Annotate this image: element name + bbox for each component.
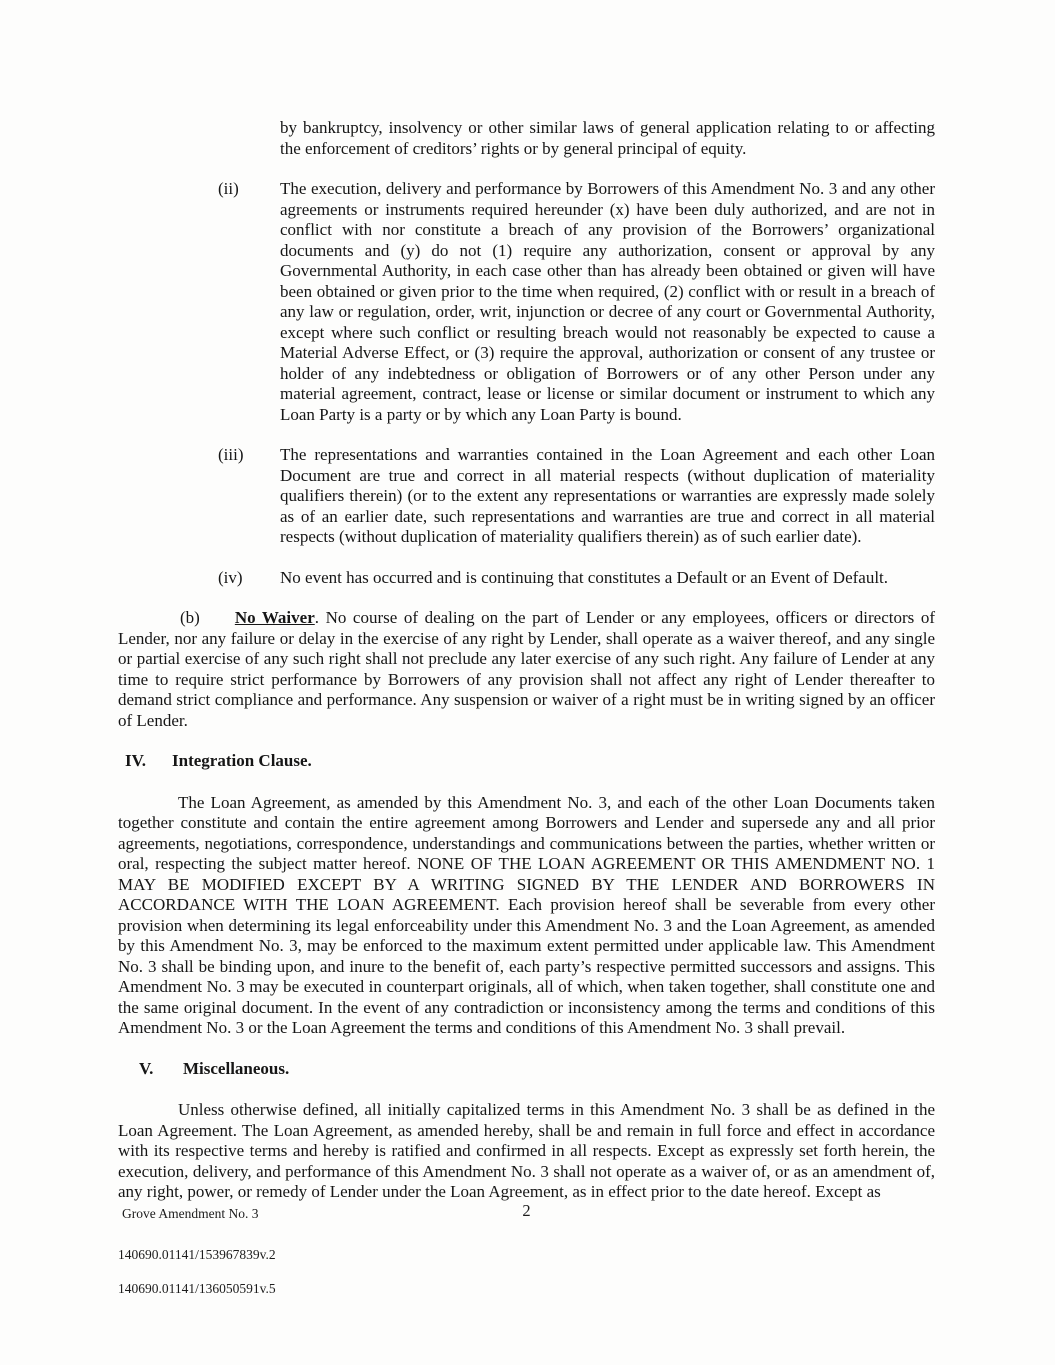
no-waiver-text: . No course of dealing on the part of Lender or any employees, officers or directors of Lender, nor any failure or delay in the exercise of any right by Lender, shall operate as a waiver thereof, and any single or partial exercise of any such right shall not preclude any later exercise of any such right. Any failure of Lender at any time to require strict performance by Borrowers of any provision shall not affect any right of Lender thereafter to demand strict compliance and performance. Any suspension or waiver of a right must be in writing signed by an officer of Lender. <box>118 608 935 730</box>
clause-iii-label: (iii) <box>218 445 244 464</box>
paragraph-clause-continuation: by bankruptcy, insolvency or other similar laws of general application relating to or affecting the enforcement of creditors’ rights or by general principal of equity. <box>280 118 935 158</box>
clause-iv-label: (iv) <box>218 567 243 587</box>
no-waiver-heading: No Waiver <box>234 608 315 627</box>
clause-iv-text: No event has occurred and is continuing that constitutes a Default or an Event of Default. <box>280 567 889 587</box>
section-v-heading <box>139 1059 935 1080</box>
section-v-number: V. <box>139 1058 154 1078</box>
section-v-title: Miscellaneous. <box>183 1058 290 1078</box>
footer-ref-1: 140690.01141/153967839v.2 <box>118 1247 276 1262</box>
section-iv-body: The Loan Agreement, as amended by this Amendment No. 3, and each of the other Loan Documents taken together constitute and contain the entire agreement among Borrowers and Lender and supersede any and all prior agreements, negotiations, correspondence, understandings and communications between the parties, whether written or oral, respecting the subject matter hereof. NONE OF THE LOAN AGREEMENT OR THIS AMENDMENT NO. 1 MAY BE MODIFIED EXCEPT BY A WRITING SIGNED BY THE LENDER AND BORROWERS IN ACCORDANCE WITH THE LOAN AGREEMENT. Each provision hereof shall be severable from every other provision when determining its legal enforceability under this Amendment No. 3 and the Loan Agreement, as amended by this Amendment No. 3, may be enforced to the maximum extent permitted under applicable law. This Amendment No. 3 shall be binding upon, and inure to the benefit of, each party’s respective permitted successors and assigns. This Amendment No. 3 may be executed in counterpart originals, all of which, when taken together, shall constitute one and the same original document. In the event of any contradiction or inconsistency among the terms and conditions of this Amendment No. 3 or the Loan Agreement the terms and conditions of this Amendment No. 3 shall prevail. <box>118 792 935 1037</box>
section-iv-heading <box>125 751 935 772</box>
footer-ref-2: 140690.01141/136050591v.5 <box>118 1281 276 1296</box>
footer-doc-name: Grove Amendment No. 3 <box>122 1206 259 1221</box>
clause-iii-text: The representations and warranties contained in the Loan Agreement and each other Loan Document are true and correct in all material respects (without duplication of materiality qualifiers therein) (or to the extent any representations or warranties are expressly made solely as of an earlier date, such representations and warranties are true and correct in all material respects (without duplication of materiality qualifiers therein) as of such earlier date). <box>280 445 935 546</box>
clause-ii-text: The execution, delivery and performance by Borrowers of this Amendment No. 3 and any other agreements or instruments required hereunder (x) have been duly authorized, and are not in conflict with nor constitute a breach of any provision of the Borrowers’ organizational documents and (y) do not (1) require any authorization, consent or approval by any Governmental Authority, in each case other than has already been obtained or given will have been obtained or given prior to the time when required, (2) conflict with or result in a breach of any law or regulation, order, writ, injunction or decree of any court or Governmental Authority, except where such conflict or resulting breach would not reasonably be expected to cause a Material Adverse Effect, or (3) require the approval, authorization or consent of any trustee or holder of any indebtedness or obligation of Borrowers or of any other Person under any material agreement, contract, lease or license or similar document or instrument to which any Loan Party is a party or by which any Loan Party is bound. <box>280 179 935 424</box>
section-v-body: Unless otherwise defined, all initially capitalized terms in this Amendment No. 3 shall be as defined in the Loan Agreement. The Loan Agreement, as amended hereby, shall be and remain in full force and effect in accordance with its respective terms and hereby is ratified and confirmed in all respects. Except as expressly set forth herein, the execution, delivery, and performance of this Amendment No. 3 shall not operate as a waiver of, or as an amendment of, any right, power, or remedy of Lender under the Loan Agreement, as in effect prior to the date hereof. Except as <box>118 1100 935 1201</box>
section-iv-title: Integration Clause. <box>172 751 312 770</box>
section-iv-number: IV. <box>125 751 146 770</box>
clause-iv <box>218 568 935 589</box>
paragraph-no-waiver <box>118 608 935 731</box>
clause-iii <box>218 445 935 548</box>
page-footer <box>118 1201 935 1315</box>
clause-ii-label: (ii) <box>218 179 239 198</box>
clause-ii <box>218 179 935 425</box>
page-number: 2 <box>522 1201 531 1220</box>
footer-row <box>118 1201 935 1222</box>
no-waiver-label: (b) <box>180 608 200 627</box>
